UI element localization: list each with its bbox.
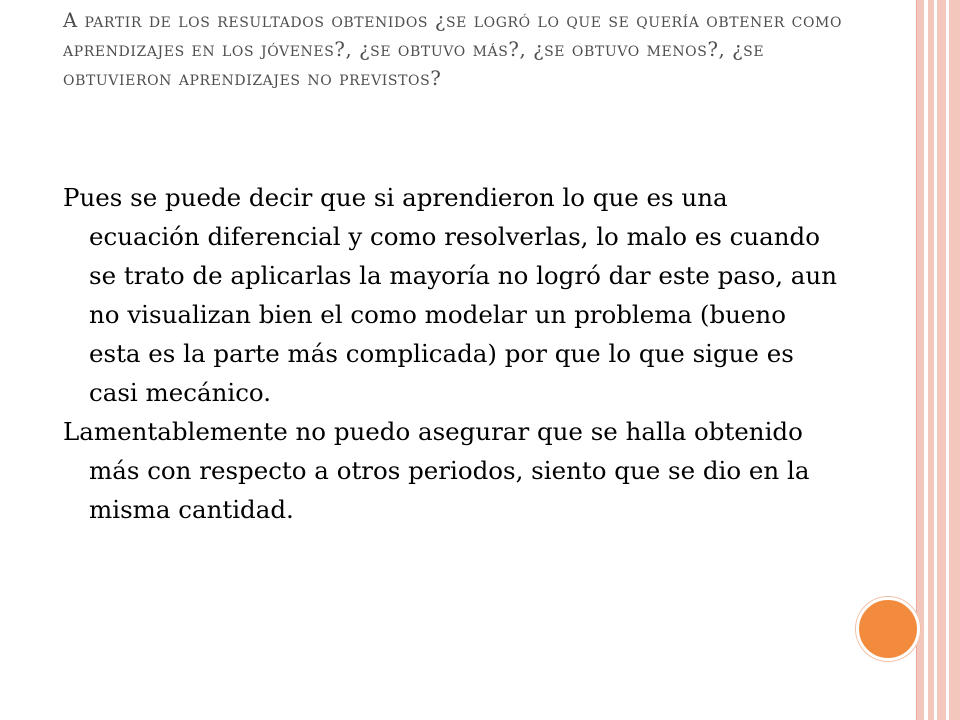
paragraph-2: Lamentablemente no puedo asegurar que se halla obtenido más con respecto a otros periodos, siento que se dio en la misma cantidad.: [63, 417, 810, 524]
border-stripe: [924, 0, 928, 720]
accent-circle-decoration: [856, 597, 920, 661]
paragraph-1: Pues se puede decir que si aprendieron lo que es una ecuación diferencial y como resolverlas, lo malo es cuando se trato de aplicarlas la mayoría no logró dar este paso, aun no visualizan bien el como modelar un problema (bueno esta es la parte más complicada) por que lo que sigue es casi mecánico.: [63, 183, 837, 407]
border-edge-line: [916, 0, 917, 720]
body-text: [63, 178, 843, 529]
right-border-decoration: [916, 0, 960, 720]
slide-title: A partir de los resultados obtenidos ¿se logró lo que se quería obtener como aprendizajes en los jóvenes?, ¿se obtuvo más?, ¿se obtuvo menos?, ¿se obtuvieron aprendizajes no previstos?: [63, 9, 843, 90]
border-stripe: [934, 0, 937, 720]
border-stripe: [946, 0, 949, 720]
